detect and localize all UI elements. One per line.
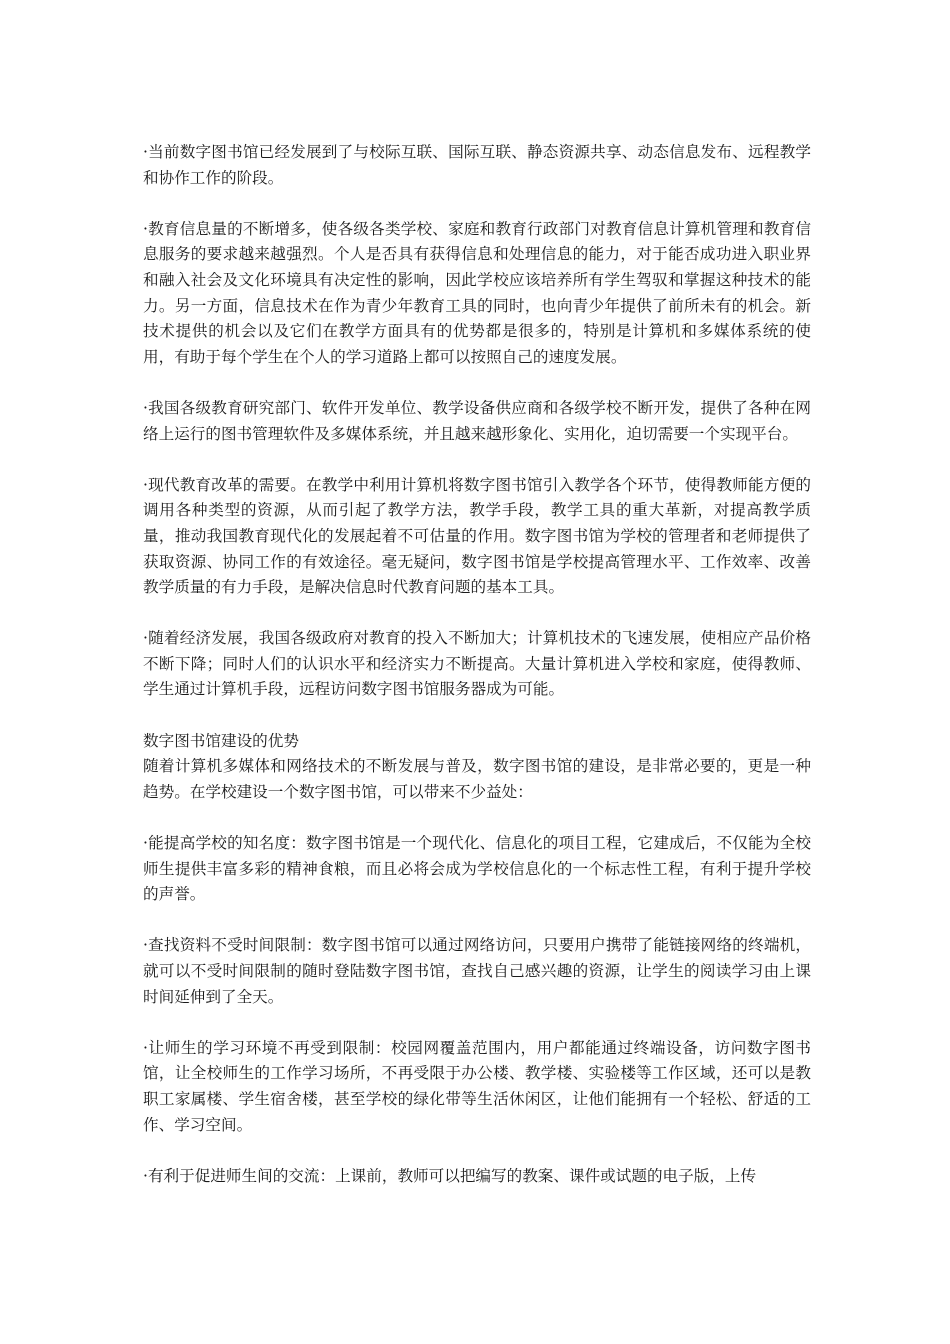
benefit-teacher-student-communication: ·有利于促进师生间的交流：上课前，教师可以把编写的教案、课件或试题的电子版，上传 [143, 1166, 757, 1185]
benefit-no-time-limit: ·查找资料不受时间限制：数字图书馆可以通过网络访问，只要用户携带了能链接网络的终端机，就可以不受时间限制的随时登陆数字图书馆，查找自己感兴趣的资源，让学生的阅读学习由上课时间延伸到了全天。 [143, 936, 811, 1006]
document-body [143, 140, 811, 1189]
benefit-reputation: ·能提高学校的知名度：数字图书馆是一个现代化、信息化的项目工程，它建成后，不仅能为全校师生提供丰富多彩的精神食粮，而且必将会成为学校信息化的一个标志性工程，有利于提升学校的声誉。 [143, 834, 811, 904]
section-heading: 数字图书馆建设的优势 [143, 731, 299, 750]
paragraph-education-information: ·教育信息量的不断增多，使各级各类学校、家庭和教育行政部门对教育信息计算机管理和教育信息服务的要求越来越强烈。个人是否具有获得信息和处理信息的能力，对于能否成功进入职业界和融入社会及文化环境具有决定性的影响，因此学校应该培养所有学生驾驭和掌握这种技术的能力。另一方面，信息技术在作为青少年教育工具的同时，也向青少年提供了前所未有的机会。新技术提供的机会以及它们在教学方面具有的优势都是很多的，特别是计算机和多媒体系统的使用，有助于每个学生在个人的学习道路上都可以按照自己的速度发展。 [143, 219, 811, 366]
section-intro: 随着计算机多媒体和网络技术的不断发展与普及，数字图书馆的建设，是非常必要的，更是一种趋势。在学校建设一个数字图书馆，可以带来不少益处： [143, 757, 811, 801]
paragraph-education-reform: ·现代教育改革的需要。在教学中利用计算机将数字图书馆引入教学各个环节，使得教师能方便的调用各种类型的资源，从而引起了教学方法，教学手段，教学工具的重大革新，对提高教学质量，推动我国教育现代化的发展起着不可估量的作用。数字图书馆为学校的管理者和老师提供了获取资源、协同工作的有效途径。毫无疑问，数字图书馆是学校提高管理水平、工作效率、改善教学质量的有力手段，是解决信息时代教育问题的基本工具。 [143, 475, 811, 597]
paragraph-spacer [143, 601, 811, 627]
paragraph-spacer [143, 447, 811, 473]
benefit-no-location-limit: ·让师生的学习环境不再受到限制：校园网覆盖范围内，用户都能通过终端设备，访问数字图书馆，让全校师生的工作学习场所，不再受限于办公楼、教学楼、实验楼等工作区域，还可以是教职工家属楼、学生宿舍楼，甚至学校的绿化带等生活休闲区，让他们能拥有一个轻松、舒适的工作、学习空间。 [143, 1038, 811, 1134]
paragraph-spacer [143, 908, 811, 934]
paragraph-software-development: ·我国各级教育研究部门、软件开发单位、教学设备供应商和各级学校不断开发，提供了各种在网络上运行的图书管理软件及多媒体系统，并且越来越形象化、实用化，迫切需要一个实现平台。 [143, 398, 811, 443]
paragraph-spacer [143, 1138, 811, 1164]
paragraph-economic-development: ·随着经济发展，我国各级政府对教育的投入不断加大；计算机技术的飞速发展，使相应产品价格不断下降；同时人们的认识水平和经济实力不断提高。大量计算机进入学校和家庭，使得教师、学生通过计算机手段，远程访问数字图书馆服务器成为可能。 [143, 629, 811, 699]
paragraph-spacer [143, 370, 811, 396]
paragraph-spacer [143, 805, 811, 831]
paragraph-spacer [143, 191, 811, 217]
paragraph-spacer [143, 1010, 811, 1036]
paragraph-spacer [143, 703, 811, 729]
paragraph-digital-library-stage: ·当前数字图书馆已经发展到了与校际互联、国际互联、静态资源共享、动态信息发布、远程教学和协作工作的阶段。 [143, 143, 811, 187]
